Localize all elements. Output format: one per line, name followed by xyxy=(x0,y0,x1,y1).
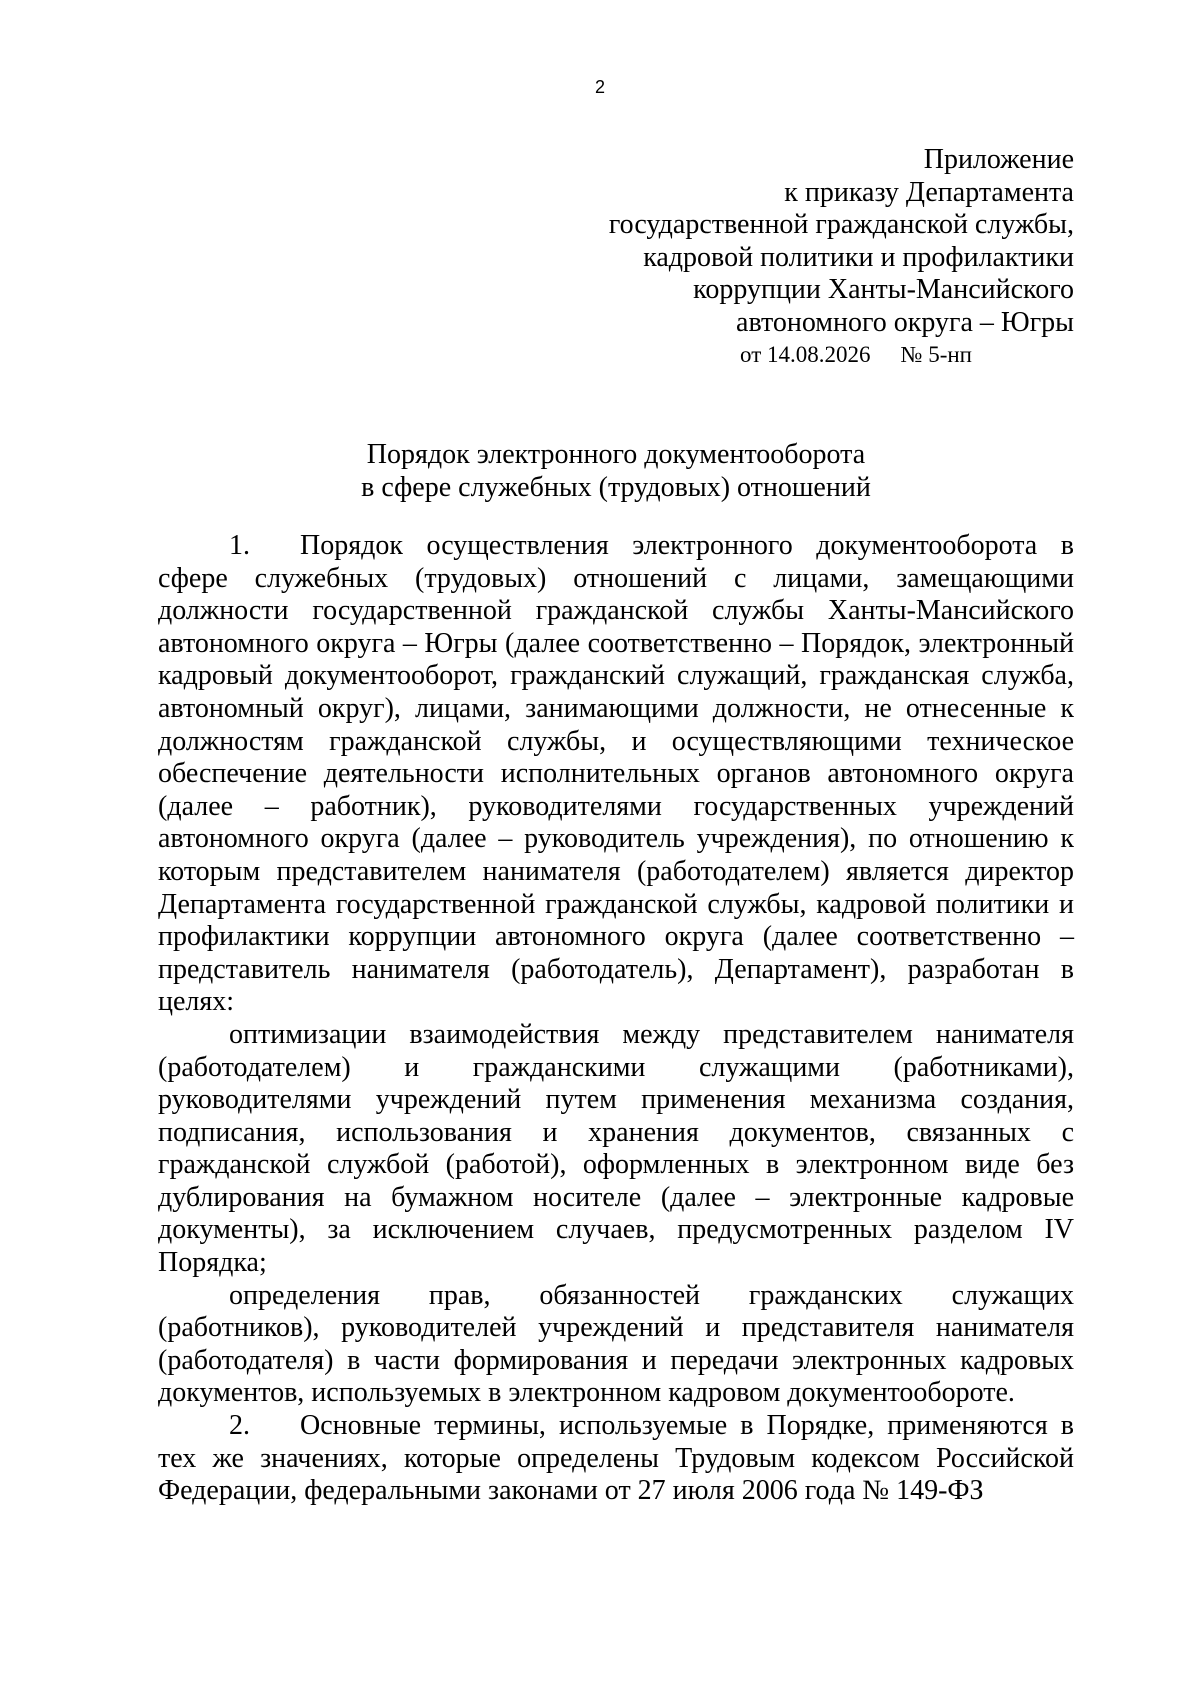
appendix-header xyxy=(540,144,1074,339)
appendix-line: Приложение xyxy=(923,144,1074,175)
appendix-line: автономного округа – Югры xyxy=(736,306,1074,338)
page-number: 2 xyxy=(594,77,605,97)
paragraph-number: 1. xyxy=(229,530,250,561)
appendix-line: коррупции Ханты-Мансийского xyxy=(693,274,1074,305)
order-date: от 14.08.2026 xyxy=(740,342,871,367)
order-reference xyxy=(740,341,972,369)
paragraph-text: определения прав, обязанностей гражданских служащих (работников), руководителей учреждений и представителя нанимателя (работодателя) в части формирования и передачи электронных кадровых документов, используемых в электронном кадровом документообороте. xyxy=(158,1279,1074,1409)
paragraph-2 xyxy=(158,1410,1074,1508)
document-title-line-1: Порядок электронного документооборота xyxy=(366,439,866,470)
appendix-line: кадровой политики и профилактики xyxy=(643,241,1074,273)
paragraph-1-purpose-1 xyxy=(158,1019,1074,1280)
paragraph-1 xyxy=(158,530,1074,1019)
document-title-line-2: в сфере служебных (трудовых) отношений xyxy=(361,472,871,503)
paragraph-text: Основные термины, используемые в Порядке, применяются в тех же значениях, которые определены Трудовым кодексом Российской Федерации, федеральными законами от 27 июля 2006 года № 149-ФЗ xyxy=(158,1410,1074,1507)
paragraph-text: Порядок осуществления электронного документооборота в сфере служебных (трудовых) отношений с лицами, замещающими должности государственной гражданской службы Ханты-Мансийского автономного округа – Югры (далее соответственно – Порядок, электронный кадровый документооборот, гражданский служащий, гражданская служба, автономный округ), лицами, занимающими должности, не отнесенные к должностям гражданской службы, и осуществляющими техническое обеспечение деятельности исполнительных органов автономного округа (далее – работник), руководителями государственных учреждений автономного округа (далее – руководитель учреждения), по отношению к которым представителем нанимателя (работодателем) является директор Департамента государственной гражданской службы, кадровой политики и профилактики коррупции автономного округа (далее соответственно – представитель нанимателя (работодатель), Департамент), разработан в целях: xyxy=(158,530,1074,1018)
document-body xyxy=(158,530,1074,1508)
appendix-line: к приказу Департамента xyxy=(784,176,1074,208)
paragraph-text: оптимизации взаимодействия между представителем нанимателя (работодателем) и гражданскими служащими (работниками), руководителями учреждений путем применения механизма создания, подписания, использования и хранения документов, связанных с гражданской службой (работой), оформленных в электронном виде без дублирования на бумажном носителе (далее – электронные кадровые документы), за исключением случаев, предусмотренных разделом IV Порядка; xyxy=(158,1018,1074,1279)
paragraph-1-purpose-2 xyxy=(158,1280,1074,1410)
order-number: № 5-нп xyxy=(900,342,972,367)
appendix-line: государственной гражданской службы, xyxy=(608,209,1074,240)
paragraph-number: 2. xyxy=(229,1410,250,1442)
document-title xyxy=(158,438,1074,504)
